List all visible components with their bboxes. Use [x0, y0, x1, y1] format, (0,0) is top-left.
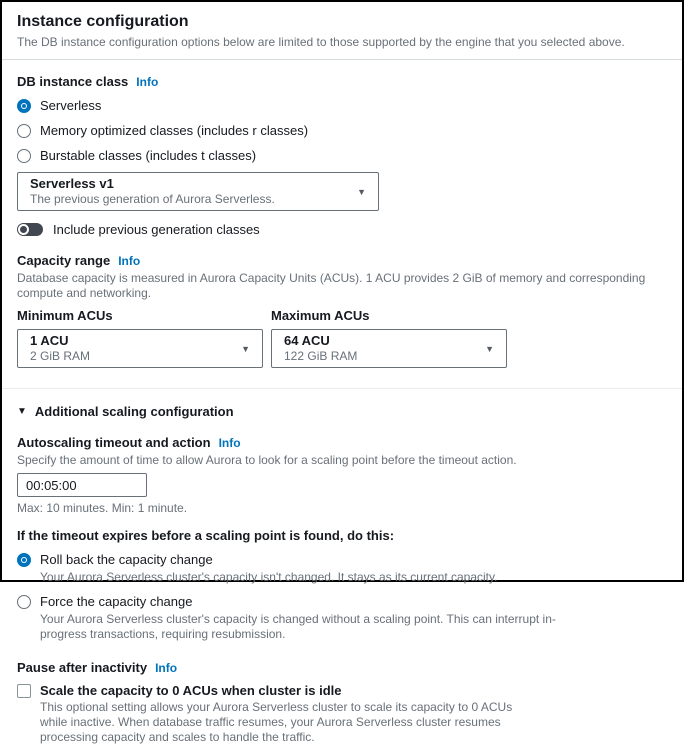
- scale-to-zero-description: This optional setting allows your Aurora Serverless cluster to scale its capacity to 0 ACUs while inactive. When database traffic resumes, your Aurora Serverless cluster resumes processing capacity and scales to handle the traffic.: [40, 700, 513, 744]
- panel-subtitle: The DB instance configuration options below are limited to those supported by the engine that you selected above.: [17, 35, 625, 49]
- previous-generation-toggle-row[interactable]: [17, 222, 667, 237]
- radio-force-label: Force the capacity change: [40, 594, 193, 609]
- radio-burstable[interactable]: [17, 148, 667, 164]
- additional-scaling-title: Additional scaling configuration: [34, 404, 234, 419]
- pause-after-inactivity-label: Pause after inactivity: [17, 660, 148, 675]
- db-instance-class-label-row: [17, 74, 667, 89]
- additional-scaling-expander[interactable]: [17, 404, 667, 419]
- maximum-acus-label: Maximum ACUs: [271, 308, 370, 323]
- autoscaling-timeout-info-link[interactable]: Info: [218, 436, 241, 450]
- instance-class-select-text: [30, 176, 275, 207]
- pause-after-inactivity-label-row: [17, 660, 667, 675]
- radio-rollback-control[interactable]: [17, 553, 31, 567]
- maximum-acus-description: 122 GiB RAM: [284, 349, 358, 363]
- minimum-acus-select[interactable]: [17, 329, 263, 368]
- autoscaling-timeout-description: Specify the amount of time to allow Aurora to look for a scaling point before the timeout action.: [17, 453, 517, 467]
- section-divider: [2, 388, 682, 389]
- radio-memory-optimized[interactable]: [17, 123, 667, 139]
- radio-memory-optimized-label: Memory optimized classes (includes r classes): [40, 123, 309, 138]
- instance-class-select-value: Serverless v1: [30, 176, 114, 191]
- panel-body: [2, 74, 682, 745]
- maximum-acu-column: [271, 308, 507, 368]
- chevron-down-icon: ▼: [357, 186, 366, 197]
- chevron-down-icon: ▼: [241, 343, 250, 354]
- radio-serverless[interactable]: [17, 98, 667, 114]
- maximum-acus-value: 64 ACU: [284, 333, 330, 348]
- radio-force[interactable]: [17, 594, 667, 610]
- minimum-acu-column: [17, 308, 263, 368]
- scale-to-zero-checkbox-label: Scale the capacity to 0 ACUs when cluster is idle: [40, 683, 342, 698]
- radio-rollback[interactable]: [17, 552, 667, 568]
- minimum-acus-select-text: [30, 333, 90, 364]
- timeout-duration-input[interactable]: [17, 473, 147, 497]
- db-instance-class-label: DB instance class: [17, 74, 129, 89]
- radio-force-description: Your Aurora Serverless cluster's capacity is changed without a scaling point. This can interrupt in-progress transactions, requiring resubmission.: [40, 612, 556, 641]
- maximum-acus-select-text: [284, 333, 357, 364]
- minimum-acus-description: 2 GiB RAM: [30, 349, 91, 363]
- instance-class-select[interactable]: [17, 172, 379, 211]
- capacity-range-info-link[interactable]: Info: [118, 254, 141, 268]
- timeout-action-question: If the timeout expires before a scaling point is found, do this:: [17, 528, 395, 543]
- acu-columns: [17, 308, 667, 368]
- capacity-range-label: Capacity range: [17, 253, 111, 268]
- capacity-range-description: Database capacity is measured in Aurora Capacity Units (ACUs). 1 ACU provides 2 GiB of memory and corresponding compute and networking.: [17, 271, 646, 300]
- radio-force-control[interactable]: [17, 595, 31, 609]
- chevron-down-icon: ▼: [485, 343, 494, 354]
- previous-generation-toggle-label: Include previous generation classes: [53, 222, 260, 237]
- radio-serverless-control[interactable]: [17, 99, 31, 113]
- scale-to-zero-checkbox-row[interactable]: [17, 683, 667, 698]
- previous-generation-toggle[interactable]: [17, 223, 43, 236]
- pause-after-inactivity-info-link[interactable]: Info: [155, 661, 178, 675]
- radio-memory-optimized-control[interactable]: [17, 124, 31, 138]
- db-instance-class-info-link[interactable]: Info: [136, 75, 159, 89]
- maximum-acus-select[interactable]: [271, 329, 507, 368]
- minimum-acus-label: Minimum ACUs: [17, 308, 113, 323]
- scale-to-zero-checkbox[interactable]: [17, 684, 31, 698]
- minimum-acus-value: 1 ACU: [30, 333, 69, 348]
- timeout-constraint-text: Max: 10 minutes. Min: 1 minute.: [17, 501, 188, 515]
- radio-option-force: [17, 594, 667, 642]
- panel-title: Instance configuration: [17, 13, 189, 30]
- radio-rollback-description: Your Aurora Serverless cluster's capacity isn't changed. It stays as its current capacity.: [40, 570, 498, 584]
- autoscaling-timeout-label-row: [17, 435, 667, 450]
- instance-class-select-description: The previous generation of Aurora Serverless.: [30, 192, 275, 206]
- radio-burstable-control[interactable]: [17, 149, 31, 163]
- radio-option-rollback: [17, 552, 667, 585]
- autoscaling-timeout-label: Autoscaling timeout and action: [17, 435, 211, 450]
- capacity-range-label-row: [17, 253, 667, 268]
- radio-rollback-label: Roll back the capacity change: [40, 552, 213, 567]
- radio-burstable-label: Burstable classes (includes t classes): [40, 148, 257, 163]
- radio-serverless-label: Serverless: [40, 98, 102, 113]
- triangle-down-icon: ▼: [17, 406, 27, 417]
- panel-header: [2, 2, 682, 60]
